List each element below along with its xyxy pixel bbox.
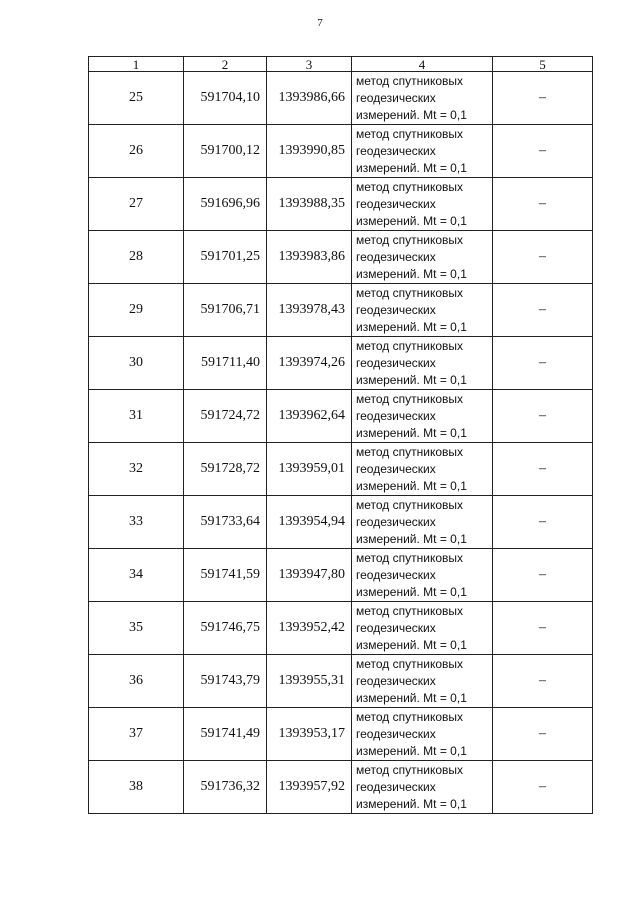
table-row bbox=[89, 655, 593, 708]
point-number-cell: 25 bbox=[89, 72, 184, 125]
method-line: метод спутниковых bbox=[356, 603, 464, 618]
coordinates-table bbox=[88, 56, 593, 814]
method-cell bbox=[352, 284, 493, 337]
y-coordinate-cell: 1393962,64 bbox=[267, 390, 352, 443]
column-header-3: 3 bbox=[267, 57, 352, 72]
table-row bbox=[89, 231, 593, 284]
method-line: геодезических bbox=[356, 673, 436, 688]
table-body bbox=[89, 72, 593, 814]
method-line: геодезических bbox=[356, 461, 436, 476]
method-line: метод спутниковых bbox=[356, 126, 464, 141]
page-number: 7 bbox=[317, 17, 323, 29]
column-header-5: 5 bbox=[493, 57, 593, 72]
method-line: измерений. Mt = 0,1 bbox=[356, 266, 467, 281]
table-row bbox=[89, 125, 593, 178]
method-line: метод спутниковых bbox=[356, 285, 464, 300]
x-coordinate-cell: 591733,64 bbox=[184, 496, 267, 549]
table-row bbox=[89, 72, 593, 125]
method-line: метод спутниковых bbox=[356, 550, 464, 565]
column-header-4: 4 bbox=[352, 57, 493, 72]
note-cell: – bbox=[493, 549, 593, 602]
note-cell: – bbox=[493, 72, 593, 125]
method-cell bbox=[352, 178, 493, 231]
note-cell: – bbox=[493, 655, 593, 708]
y-coordinate-cell: 1393974,26 bbox=[267, 337, 352, 390]
table-row bbox=[89, 443, 593, 496]
method-line: геодезических bbox=[356, 620, 436, 635]
method-line: геодезических bbox=[356, 249, 436, 264]
method-line: измерений. Mt = 0,1 bbox=[356, 531, 467, 546]
method-line: измерений. Mt = 0,1 bbox=[356, 637, 467, 652]
note-cell: – bbox=[493, 496, 593, 549]
method-line: метод спутниковых bbox=[356, 497, 464, 512]
table-row bbox=[89, 549, 593, 602]
point-number-cell: 31 bbox=[89, 390, 184, 443]
table-row bbox=[89, 708, 593, 761]
method-line: измерений. Mt = 0,1 bbox=[356, 107, 467, 122]
method-line: метод спутниковых bbox=[356, 338, 464, 353]
x-coordinate-cell: 591700,12 bbox=[184, 125, 267, 178]
y-coordinate-cell: 1393955,31 bbox=[267, 655, 352, 708]
y-coordinate-cell: 1393986,66 bbox=[267, 72, 352, 125]
point-number-cell: 35 bbox=[89, 602, 184, 655]
method-line: метод спутниковых bbox=[356, 709, 464, 724]
method-cell bbox=[352, 761, 493, 814]
note-cell: – bbox=[493, 443, 593, 496]
method-cell bbox=[352, 125, 493, 178]
point-number-cell: 34 bbox=[89, 549, 184, 602]
point-number-cell: 32 bbox=[89, 443, 184, 496]
table-row bbox=[89, 390, 593, 443]
column-header-1: 1 bbox=[89, 57, 184, 72]
x-coordinate-cell: 591743,79 bbox=[184, 655, 267, 708]
note-cell: – bbox=[493, 761, 593, 814]
x-coordinate-cell: 591706,71 bbox=[184, 284, 267, 337]
method-line: измерений. Mt = 0,1 bbox=[356, 584, 467, 599]
table-header-row bbox=[89, 57, 593, 72]
y-coordinate-cell: 1393988,35 bbox=[267, 178, 352, 231]
method-cell bbox=[352, 443, 493, 496]
y-coordinate-cell: 1393957,92 bbox=[267, 761, 352, 814]
note-cell: – bbox=[493, 178, 593, 231]
note-cell: – bbox=[493, 337, 593, 390]
note-cell: – bbox=[493, 231, 593, 284]
y-coordinate-cell: 1393953,17 bbox=[267, 708, 352, 761]
method-line: измерений. Mt = 0,1 bbox=[356, 796, 467, 811]
method-cell bbox=[352, 602, 493, 655]
method-cell bbox=[352, 496, 493, 549]
method-line: метод спутниковых bbox=[356, 179, 464, 194]
note-cell: – bbox=[493, 284, 593, 337]
method-line: геодезических bbox=[356, 514, 436, 529]
method-line: метод спутниковых bbox=[356, 391, 464, 406]
column-header-2: 2 bbox=[184, 57, 267, 72]
point-number-cell: 38 bbox=[89, 761, 184, 814]
method-line: измерений. Mt = 0,1 bbox=[356, 160, 467, 175]
note-cell: – bbox=[493, 390, 593, 443]
x-coordinate-cell: 591736,32 bbox=[184, 761, 267, 814]
note-cell: – bbox=[493, 125, 593, 178]
note-cell: – bbox=[493, 708, 593, 761]
method-line: метод спутниковых bbox=[356, 656, 464, 671]
point-number-cell: 27 bbox=[89, 178, 184, 231]
method-cell bbox=[352, 337, 493, 390]
y-coordinate-cell: 1393959,01 bbox=[267, 443, 352, 496]
method-line: измерений. Mt = 0,1 bbox=[356, 478, 467, 493]
method-line: измерений. Mt = 0,1 bbox=[356, 372, 467, 387]
method-line: геодезических bbox=[356, 726, 436, 741]
method-line: геодезических bbox=[356, 143, 436, 158]
x-coordinate-cell: 591701,25 bbox=[184, 231, 267, 284]
method-line: геодезических bbox=[356, 779, 436, 794]
point-number-cell: 33 bbox=[89, 496, 184, 549]
table-row bbox=[89, 337, 593, 390]
x-coordinate-cell: 591704,10 bbox=[184, 72, 267, 125]
y-coordinate-cell: 1393990,85 bbox=[267, 125, 352, 178]
method-line: метод спутниковых bbox=[356, 762, 464, 777]
method-line: измерений. Mt = 0,1 bbox=[356, 743, 467, 758]
method-cell bbox=[352, 72, 493, 125]
table-row bbox=[89, 178, 593, 231]
method-line: метод спутниковых bbox=[356, 444, 464, 459]
method-line: геодезических bbox=[356, 302, 436, 317]
table-row bbox=[89, 602, 593, 655]
table-row bbox=[89, 761, 593, 814]
x-coordinate-cell: 591724,72 bbox=[184, 390, 267, 443]
point-number-cell: 37 bbox=[89, 708, 184, 761]
method-cell bbox=[352, 390, 493, 443]
table-row bbox=[89, 284, 593, 337]
x-coordinate-cell: 591746,75 bbox=[184, 602, 267, 655]
y-coordinate-cell: 1393947,80 bbox=[267, 549, 352, 602]
point-number-cell: 28 bbox=[89, 231, 184, 284]
method-cell bbox=[352, 549, 493, 602]
method-line: измерений. Mt = 0,1 bbox=[356, 425, 467, 440]
x-coordinate-cell: 591696,96 bbox=[184, 178, 267, 231]
point-number-cell: 29 bbox=[89, 284, 184, 337]
point-number-cell: 30 bbox=[89, 337, 184, 390]
table-row bbox=[89, 496, 593, 549]
y-coordinate-cell: 1393978,43 bbox=[267, 284, 352, 337]
y-coordinate-cell: 1393954,94 bbox=[267, 496, 352, 549]
x-coordinate-cell: 591741,59 bbox=[184, 549, 267, 602]
method-line: метод спутниковых bbox=[356, 232, 464, 247]
method-line: геодезических bbox=[356, 567, 436, 582]
method-line: измерений. Mt = 0,1 bbox=[356, 319, 467, 334]
point-number-cell: 26 bbox=[89, 125, 184, 178]
method-cell bbox=[352, 231, 493, 284]
y-coordinate-cell: 1393952,42 bbox=[267, 602, 352, 655]
method-line: геодезических bbox=[356, 355, 436, 370]
x-coordinate-cell: 591711,40 bbox=[184, 337, 267, 390]
method-line: геодезических bbox=[356, 196, 436, 211]
note-cell: – bbox=[493, 602, 593, 655]
method-line: измерений. Mt = 0,1 bbox=[356, 213, 467, 228]
method-cell bbox=[352, 708, 493, 761]
method-line: измерений. Mt = 0,1 bbox=[356, 690, 467, 705]
method-line: метод спутниковых bbox=[356, 73, 464, 88]
method-line: геодезических bbox=[356, 408, 436, 423]
point-number-cell: 36 bbox=[89, 655, 184, 708]
method-cell bbox=[352, 655, 493, 708]
x-coordinate-cell: 591728,72 bbox=[184, 443, 267, 496]
x-coordinate-cell: 591741,49 bbox=[184, 708, 267, 761]
y-coordinate-cell: 1393983,86 bbox=[267, 231, 352, 284]
method-line: геодезических bbox=[356, 90, 436, 105]
